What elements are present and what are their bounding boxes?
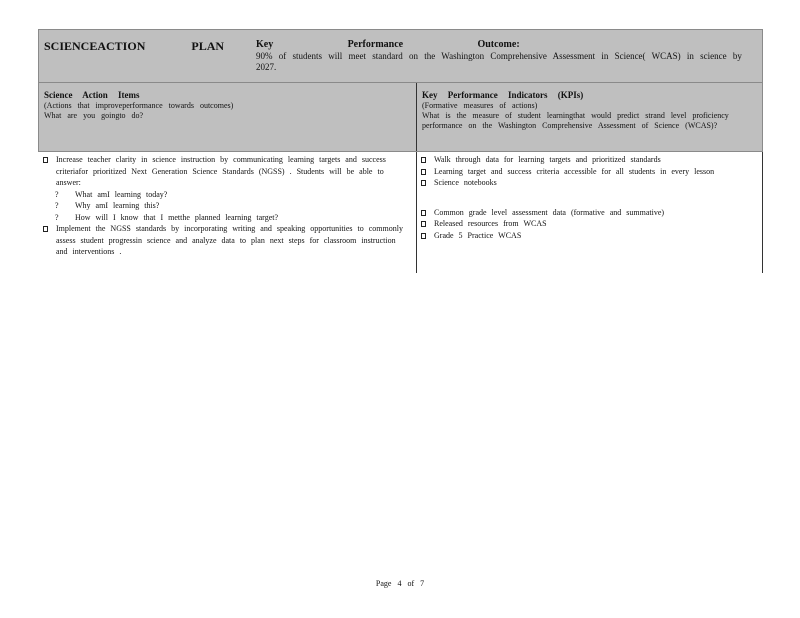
action-items-heading-cell: [39, 83, 417, 151]
column-headings-row: [38, 83, 763, 152]
list-item: [421, 166, 742, 178]
list-item: [421, 154, 742, 166]
question-mark-bullet: ?: [55, 189, 59, 199]
question-mark-bullet: ?: [55, 201, 59, 210]
kpi-question: What is the measure of student learningthat would predict strand level proficiency performance on the Washington Comprehensive Assessment of Science (WCAS)?: [422, 111, 729, 130]
checkbox-bullet-icon: [421, 221, 426, 227]
kpi-text: Released resources from WCAS: [434, 219, 547, 228]
checkbox-bullet-icon: [43, 157, 48, 163]
list-item: [43, 212, 410, 224]
action-items-cell: [38, 152, 417, 273]
list-item: [421, 177, 742, 189]
checkbox-bullet-icon: [421, 180, 426, 186]
checkbox-bullet-icon: [421, 233, 426, 239]
kpo-label-word: Performance: [347, 39, 404, 50]
page-number: Page 4 of 7: [375, 579, 425, 588]
kpi-cell: [417, 152, 763, 273]
list-item: [421, 207, 742, 219]
action-items-question: What are you goingto do?: [44, 111, 144, 120]
action-item-text: Increase teacher clarity in science instruction by communicating learning targets and success criteriafor prioritized Next Generation Science Standards (NGSS) . Students will be able to answer:: [56, 155, 386, 187]
kpi-text: Learning target and success criteria accessible for all students in every lesson: [434, 166, 715, 176]
list-item: [421, 230, 742, 242]
kpi-heading: Key Performance Indicators (KPIs): [422, 90, 584, 100]
list-item: [421, 218, 742, 230]
action-item-text: Implement the NGSS standards by incorporating writing and speaking opportunities to commonly assess student progressin science and analyze data to plan next steps for classroom instruction and interventions .: [56, 224, 403, 256]
kpi-text: Common grade level assessment data (formative and summative): [434, 207, 665, 217]
table-header-row: [38, 29, 763, 83]
kpi-note: (Formative measures of actions): [422, 101, 538, 110]
checkbox-bullet-icon: [421, 210, 426, 216]
kpo-label: [256, 39, 754, 50]
plan-title-part-2: PLAN: [191, 39, 225, 53]
question-text: How will I know that I metthe planned learning target?: [75, 212, 279, 222]
list-item: [43, 154, 410, 189]
kpi-text: Grade 5 Practice WCAS: [434, 230, 522, 240]
question-text: Why amI learning this?: [75, 201, 160, 210]
kpo-text: 90% of students will meet standard on the Washington Comprehensive Assessment in Science( WCAS) in science by 2027.: [256, 51, 742, 72]
checkbox-bullet-icon: [421, 157, 426, 163]
action-items-heading: Science Action Items: [44, 90, 140, 100]
list-item: [43, 200, 410, 212]
checkbox-bullet-icon: [421, 169, 426, 175]
kpo-label-word: Key: [256, 39, 274, 50]
plan-title-part-1: SCIENCEACTION: [44, 39, 146, 53]
question-mark-bullet: ?: [55, 212, 59, 222]
kpi-heading-cell: [417, 83, 762, 151]
key-performance-outcome: [251, 30, 762, 82]
action-items-note: (Actions that improveperformance towards outcomes): [44, 101, 234, 110]
question-text: What amI learning today?: [75, 189, 168, 199]
table-body-row: [38, 152, 763, 273]
kpo-label-word: Outcome:: [477, 39, 520, 50]
list-item: [43, 189, 410, 201]
checkbox-bullet-icon: [43, 226, 48, 232]
list-item: [43, 223, 410, 258]
kpi-text: Walk through data for learning targets and prioritized standards: [434, 155, 661, 164]
plan-title: [39, 30, 251, 82]
action-plan-table: [38, 29, 763, 273]
kpi-text: Science notebooks: [434, 178, 497, 187]
